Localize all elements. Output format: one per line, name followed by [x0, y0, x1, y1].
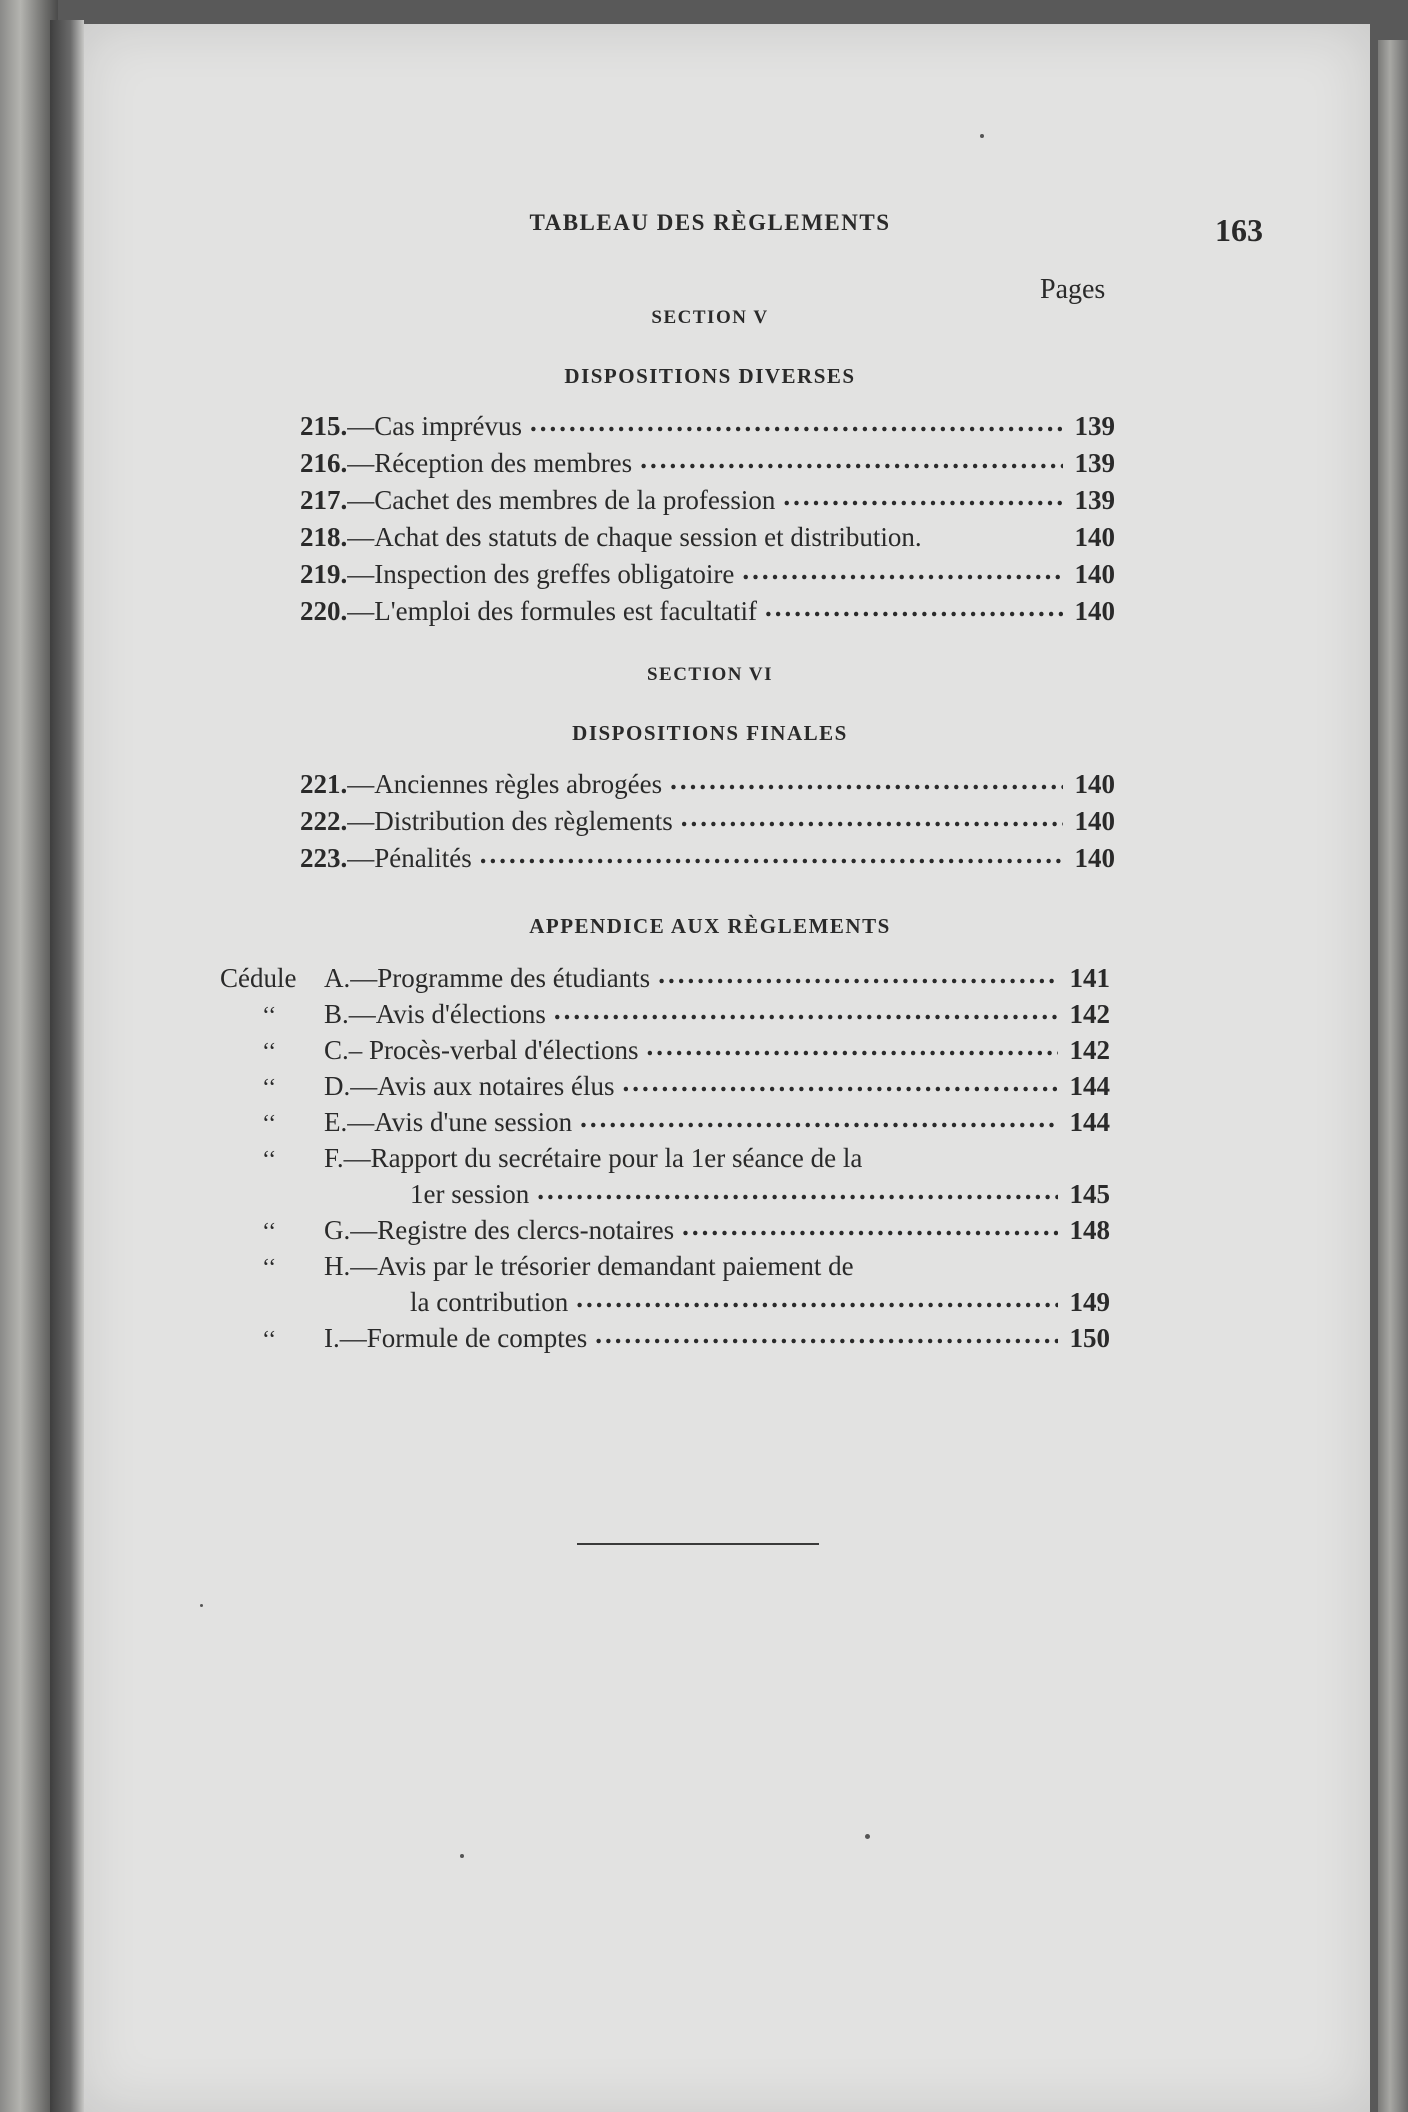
dot-leader: [622, 1064, 1058, 1100]
paper-speck: [865, 1834, 870, 1839]
appendix-entry: [220, 1320, 1110, 1356]
entry-page: 140: [1074, 843, 1115, 873]
entry-title: —L'emploi des formules est facultatif: [347, 596, 757, 626]
entry-title: —Réception des membres: [347, 448, 633, 478]
appendix-entry: [220, 1140, 1110, 1176]
entry-title: —Programme des étudiants: [350, 963, 651, 993]
pages-column-label: Pages: [1040, 274, 1106, 305]
entry-page: 144: [1069, 1107, 1110, 1137]
appendix-entry-continuation: [220, 1284, 1110, 1320]
entry-title: —Avis par le trésorier demandant paiement de: [350, 1251, 854, 1281]
entry-letter: H.: [324, 1251, 351, 1281]
entry-letter: I.: [324, 1323, 340, 1353]
page-gutter: [50, 20, 84, 2112]
entry-page: 145: [1069, 1179, 1110, 1209]
dot-leader: [670, 762, 1063, 799]
entry-letter: C.: [324, 1035, 349, 1065]
entry-number: 219.: [300, 559, 348, 589]
entry-page: 140: [1074, 769, 1115, 799]
running-head: TABLEAU DES RÈGLEMENTS: [529, 210, 891, 235]
entry-number: 223.: [300, 843, 348, 873]
entry-title: —Cachet des membres de la profession: [347, 485, 776, 515]
paper-speck: [200, 1604, 203, 1607]
section-vi-entries: [300, 766, 1115, 877]
entry-number: 218.: [300, 522, 348, 552]
toc-entry: [300, 408, 1115, 445]
entry-number: 220.: [300, 596, 348, 626]
toc-entry: [300, 803, 1115, 840]
entry-page: 140: [1074, 806, 1115, 836]
book-page: [80, 24, 1370, 2112]
paper-speck: [460, 1854, 464, 1858]
appendix-entry: [220, 1032, 1110, 1068]
appendix-entry-continuation: [220, 1176, 1110, 1212]
section-vi-title: DISPOSITIONS FINALES: [572, 721, 848, 745]
ditto-mark: ‘‘: [262, 1219, 277, 1245]
dot-leader: [537, 1172, 1058, 1208]
entry-number: 216.: [300, 448, 348, 478]
appendix-entry: [220, 1104, 1110, 1140]
entry-page: 148: [1069, 1215, 1110, 1245]
entry-page: 141: [1069, 963, 1110, 993]
entry-number: 222.: [300, 806, 348, 836]
paper-speck: [980, 134, 984, 138]
entry-title: —Cas imprévus: [347, 411, 522, 441]
dot-leader: [658, 956, 1058, 992]
toc-entry: [300, 766, 1115, 803]
appendix-entry: [220, 1248, 1110, 1284]
entry-letter: G.: [324, 1215, 351, 1245]
entry-title: —Avis aux notaires élus: [350, 1071, 615, 1101]
entry-title: —Distribution des règlements: [347, 806, 673, 836]
entry-page: 144: [1069, 1071, 1110, 1101]
entry-number: 217.: [300, 485, 348, 515]
dot-leader: [640, 441, 1063, 478]
entry-title: —Inspection des greffes obligatoire: [347, 559, 735, 589]
entry-letter: D.: [324, 1071, 351, 1101]
appendix-entry: [220, 1212, 1110, 1248]
toc-entry: [300, 482, 1115, 519]
ditto-mark: ‘‘: [262, 1147, 277, 1173]
entry-page: 140: [1074, 522, 1115, 552]
ditto-mark: ‘‘: [262, 1075, 277, 1101]
dot-leader: [682, 1208, 1058, 1244]
dot-leader: [580, 1100, 1058, 1136]
entry-page: 140: [1074, 559, 1115, 589]
toc-entry: [300, 556, 1115, 593]
appendix-entry: [220, 996, 1110, 1032]
dot-leader: [595, 1316, 1058, 1352]
closing-rule: [577, 1543, 819, 1545]
book-edge: [1378, 40, 1408, 2112]
dot-leader: [576, 1280, 1058, 1316]
dot-leader: [554, 992, 1058, 1028]
entry-number: 221.: [300, 769, 348, 799]
cedule-label: Cédule: [220, 963, 297, 993]
entry-title: —Registre des clercs-notaires: [350, 1215, 675, 1245]
toc-entry: [300, 445, 1115, 482]
dot-leader: [783, 478, 1063, 515]
ditto-mark: ‘‘: [262, 1003, 277, 1029]
section-v-label: SECTION V: [651, 307, 769, 328]
entry-page: 139: [1074, 411, 1115, 441]
appendix-title: APPENDICE AUX RÈGLEMENTS: [529, 914, 891, 938]
entry-number: 215.: [300, 411, 348, 441]
entry-letter: B.: [324, 999, 349, 1029]
section-vi-label: SECTION VI: [646, 664, 774, 685]
entry-letter: A.: [324, 963, 351, 993]
toc-entry: [300, 593, 1115, 630]
entry-title: —Pénalités: [347, 843, 472, 873]
ditto-mark: ‘‘: [262, 1039, 277, 1065]
entry-page: 142: [1069, 999, 1110, 1029]
entry-page: 139: [1074, 485, 1115, 515]
dot-leader: [647, 1028, 1058, 1064]
entry-title: —Achat des statuts de chaque session et distribution.: [347, 522, 922, 552]
toc-entry: [300, 840, 1115, 877]
entry-letter: F.: [324, 1143, 344, 1173]
appendix-entries: [220, 960, 1110, 1356]
dot-leader: [742, 552, 1063, 589]
entry-title: —Avis d'une session: [347, 1107, 573, 1137]
entry-title-continuation: la contribution: [410, 1287, 569, 1317]
entry-title: —Formule de comptes: [339, 1323, 588, 1353]
entry-page: 149: [1069, 1287, 1110, 1317]
dot-leader: [530, 404, 1063, 441]
entry-page: 150: [1069, 1323, 1110, 1353]
entry-title: – Procès-verbal d'élections: [348, 1035, 639, 1065]
section-v-title: DISPOSITIONS DIVERSES: [564, 364, 856, 388]
appendix-entry: [220, 960, 1110, 996]
ditto-mark: ‘‘: [262, 1327, 277, 1353]
entry-page: 140: [1074, 596, 1115, 626]
ditto-mark: ‘‘: [262, 1255, 277, 1281]
entry-title: —Rapport du secrétaire pour la 1er séance de la: [343, 1143, 863, 1173]
toc-entry: [300, 519, 1115, 556]
ditto-mark: ‘‘: [262, 1111, 277, 1137]
entry-letter: E.: [324, 1107, 348, 1137]
section-v-entries: [300, 408, 1115, 630]
dot-leader: [681, 799, 1063, 836]
entry-title-continuation: 1er session: [410, 1179, 530, 1209]
entry-page: 142: [1069, 1035, 1110, 1065]
entry-title: —Avis d'élections: [348, 999, 546, 1029]
dot-leader: [480, 836, 1063, 873]
entry-title: —Anciennes règles abrogées: [347, 769, 663, 799]
appendix-entry: [220, 1068, 1110, 1104]
entry-page: 139: [1074, 448, 1115, 478]
dot-leader: [765, 589, 1063, 626]
page-number: 163: [1215, 212, 1263, 248]
